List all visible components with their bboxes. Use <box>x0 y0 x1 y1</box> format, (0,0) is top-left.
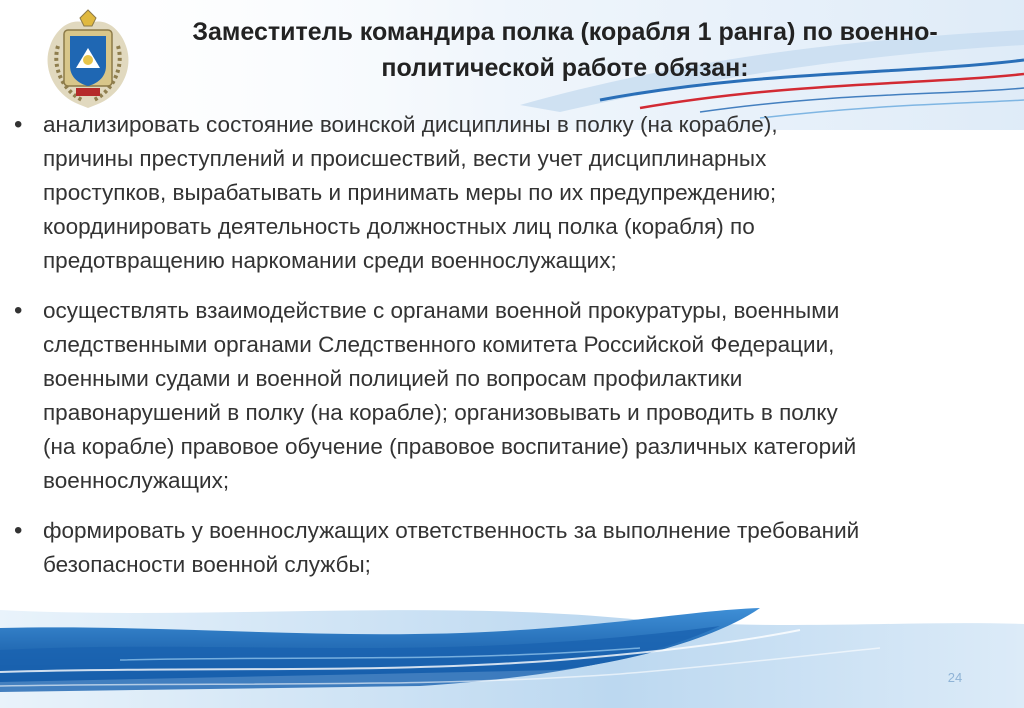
list-item-text <box>43 108 1018 278</box>
text-line: причины преступлений и происшествий, вести учет дисциплинарных <box>43 146 767 171</box>
list-item-text <box>43 514 1018 582</box>
bullet-marker: • <box>14 297 23 324</box>
text-line: безопасности военной службы; <box>43 552 371 577</box>
list-item <box>0 108 1024 278</box>
text-line: формировать у военнослужащих ответственность за выполнение требований <box>43 518 860 543</box>
text-line: военными судами и военной полицией по вопросам профилактики <box>43 366 743 391</box>
text-line: военнослужащих; <box>43 468 230 493</box>
list-item <box>0 294 1024 498</box>
text-line: (на корабле) правовое обучение (правовое воспитание) различных категорий <box>43 434 857 459</box>
bullet-marker: • <box>14 111 23 138</box>
footer-waves <box>0 590 1024 708</box>
military-academy-emblem <box>36 6 140 112</box>
text-line: координировать деятельность должностных лиц полка (корабля) по <box>43 214 755 239</box>
slide-title: Заместитель командира полка (корабля 1 ранга) по военно-политической работе обязан: <box>192 18 938 82</box>
text-line: анализировать состояние воинской дисциплины в полку (на корабле), <box>43 112 778 137</box>
bullet-list <box>0 108 1024 582</box>
page-number: 24 <box>947 670 963 685</box>
text-line: следственными органами Следственного комитета Российской Федерации, <box>43 332 835 357</box>
list-item-text <box>43 294 1018 498</box>
bullet-marker: • <box>14 517 23 544</box>
text-line: проступков, вырабатывать и принимать меры по их предупреждению; <box>43 180 777 205</box>
text-line: предотвращению наркомании среди военнослужащих; <box>43 248 617 273</box>
list-item <box>0 514 1024 582</box>
text-line: осуществлять взаимодействие с органами военной прокуратуры, военными <box>43 298 840 323</box>
text-line: правонарушений в полку (на корабле); организовывать и проводить в полку <box>43 400 838 425</box>
